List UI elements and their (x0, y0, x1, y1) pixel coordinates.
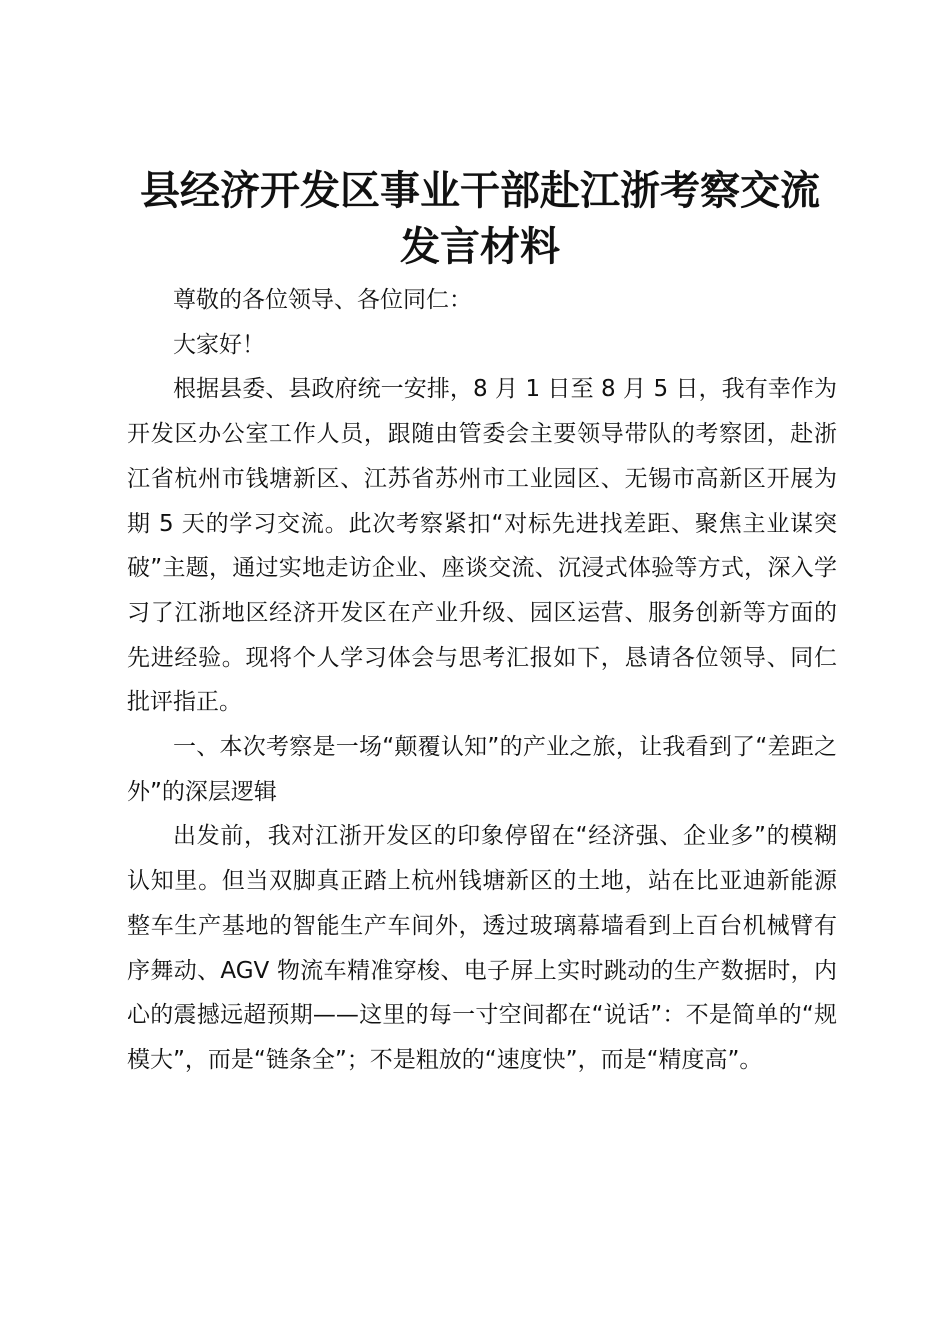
paragraph-departure: 出发前，我对江浙开发区的印象停留在“经济强、企业多”的模糊认知里。但当双脚真正踏上杭州钱塘新区的土地，站在比亚迪新能源整车生产基地的智能生产车间外，透过玻璃幕墙看到上百台机械臂有序舞动、AGV 物流车精准穿梭、电子屏上实时跳动的生产数据时，内心的震撼远超预期——这里的每一寸空间都在“说话”：不是简单的“规模大”，而是“链条全”；不是粗放的“速度快”，而是“精度高”。 (127, 823, 837, 1073)
document-body (127, 278, 837, 1083)
paragraph-intro: 根据县委、县政府统一安排，8 月 1 日至 8 月 5 日，我有幸作为开发区办公室工作人员，跟随由管委会主要领导带队的考察团，赴浙江省杭州市钱塘新区、江苏省苏州市工业园区、无锡市高新区开展为期 5 天的学习交流。此次考察紧扣“对标先进找差距、聚焦主业谋突破”主题，通过实地走访企业、座谈交流、沉浸式体验等方式，深入学习了江浙地区经济开发区在产业升级、园区运营、服务创新等方面的先进经验。现将个人学习体会与思考汇报如下，恳请各位领导、同仁批评指正。 (127, 376, 837, 716)
salutation: 尊敬的各位领导、各位同仁： (173, 287, 472, 313)
document-title-line-2: 发言材料 (400, 223, 560, 270)
section-heading-1: 一、本次考察是一场“颠覆认知”的产业之旅，让我看到了“差距之外”的深层逻辑 (127, 734, 837, 805)
document-title-line-1: 县经济开发区事业干部赴江浙考察交流 (140, 167, 820, 214)
greeting: 大家好！ (173, 331, 265, 358)
